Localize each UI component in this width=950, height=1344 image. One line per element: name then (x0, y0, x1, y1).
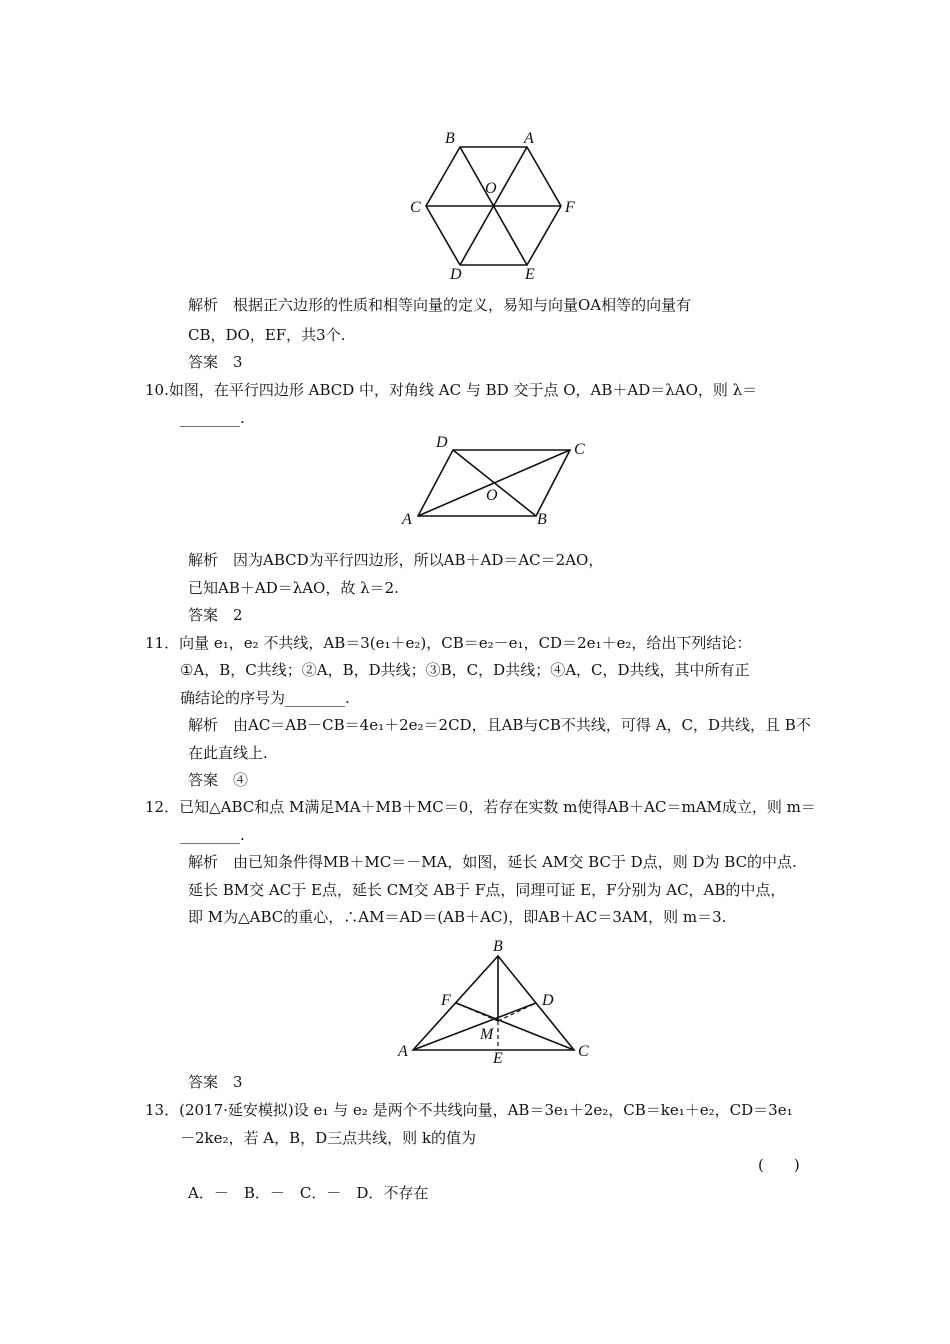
triangle-label-c: C (578, 1043, 589, 1060)
text-line: 解析 因为ABCD为平行四边形，所以AB＋AD＝AC＝2AO， (188, 551, 604, 569)
parallelogram-label-a: A (402, 511, 412, 528)
hexagon-label-c: C (410, 199, 421, 216)
text-line: 已知AB＋AD＝λAO，故 λ＝2. (188, 579, 399, 597)
answer-line: 答案 2 (188, 606, 243, 624)
triangle-label-a: A (398, 1043, 408, 1060)
parallelogram-label-o: O (486, 487, 498, 504)
text-line: 解析 由已知条件得MB＋MC＝－MA，如图，延长 AM交 BC于 D点，则 D为 BC的中点. (188, 853, 797, 871)
text-line: 确结论的序号为________. (180, 689, 350, 707)
question-line: 12．已知△ABC和点 M满足MA＋MB＋MC＝0，若存在实数 m使得AB＋AC＝mAM成立，则 m＝ (145, 798, 816, 816)
triangle-label-m: M (480, 1026, 494, 1043)
text-line: ①A，B，C共线；②A，B，D共线；③B，C，D共线；④A，C，D共线，其中所有正 (180, 661, 750, 679)
text-line: 在此直线上. (188, 744, 268, 762)
hexagon-label-o: O (485, 180, 497, 197)
triangle-label-e: E (493, 1050, 503, 1065)
parallelogram-diagonal-bd (453, 450, 536, 516)
triangle-figure (392, 935, 602, 1065)
text-line: －2ke₂，若 A，B，D三点共线，则 k的值为 (180, 1129, 477, 1147)
parallelogram-figure (398, 430, 598, 530)
answer-line: 答案 3 (188, 353, 243, 371)
hexagon-label-a: A (524, 130, 534, 147)
blank-line: ________. (180, 826, 245, 844)
question-line: 10.如图，在平行四边形 ABCD 中，对角线 AC 与 BD 交于点 O，AB＋AD＝λAO，则 λ＝ (145, 381, 758, 399)
triangle-label-d: D (542, 992, 554, 1009)
text-line: 延长 BM交 AC于 E点，延长 CM交 AB于 F点，同理可证 E，F分别为 AC，AB的中点， (188, 881, 786, 899)
parallelogram-label-d: D (436, 434, 448, 451)
hexagon-label-e: E (525, 266, 535, 283)
hexagon-label-d: D (450, 266, 462, 283)
triangle-dash-md (498, 1003, 536, 1021)
answer-line: 答案 3 (188, 1073, 243, 1091)
blank-line: ________. (180, 409, 245, 427)
choices-line: A．－ B．－ C．－ D．不存在 (188, 1184, 429, 1202)
hexagon-figure (405, 125, 585, 285)
text-line: CB，DO，EF，共3个. (188, 326, 346, 344)
parallelogram-label-c: C (574, 441, 585, 458)
question-line: 11．向量 e₁，e₂ 不共线，AB＝3(e₁＋e₂)，CB＝e₂－e₁，CD＝2e₁＋e₂，给出下列结论： (145, 634, 752, 652)
text-line: 即 M为△ABC的重心，∴AM＝AD＝(AB＋AC)，即AB＋AC＝3AM，则 m＝3. (188, 908, 727, 926)
answer-bracket: ( ) (758, 1156, 800, 1174)
triangle-label-b: B (493, 938, 503, 955)
answer-line: 答案 ④ (188, 771, 249, 789)
text-line: 解析 由AC＝AB－CB＝4e₁＋2e₂＝2CD，且AB与CB不共线，可得 A，C，D共线，且 B不 (188, 716, 811, 734)
hexagon-label-f: F (565, 199, 575, 216)
question-line: 13．(2017·延安模拟)设 e₁ 与 e₂ 是两个不共线向量，AB＝3e₁＋2e₂，CB＝ke₁＋e₂，CD＝3e₁ (145, 1101, 793, 1119)
text-line: 解析 根据正六边形的性质和相等向量的定义，易知与向量OA相等的向量有 (188, 296, 692, 314)
parallelogram-label-b: B (537, 511, 547, 528)
hexagon-label-b: B (445, 130, 455, 147)
triangle-label-f: F (441, 992, 451, 1009)
